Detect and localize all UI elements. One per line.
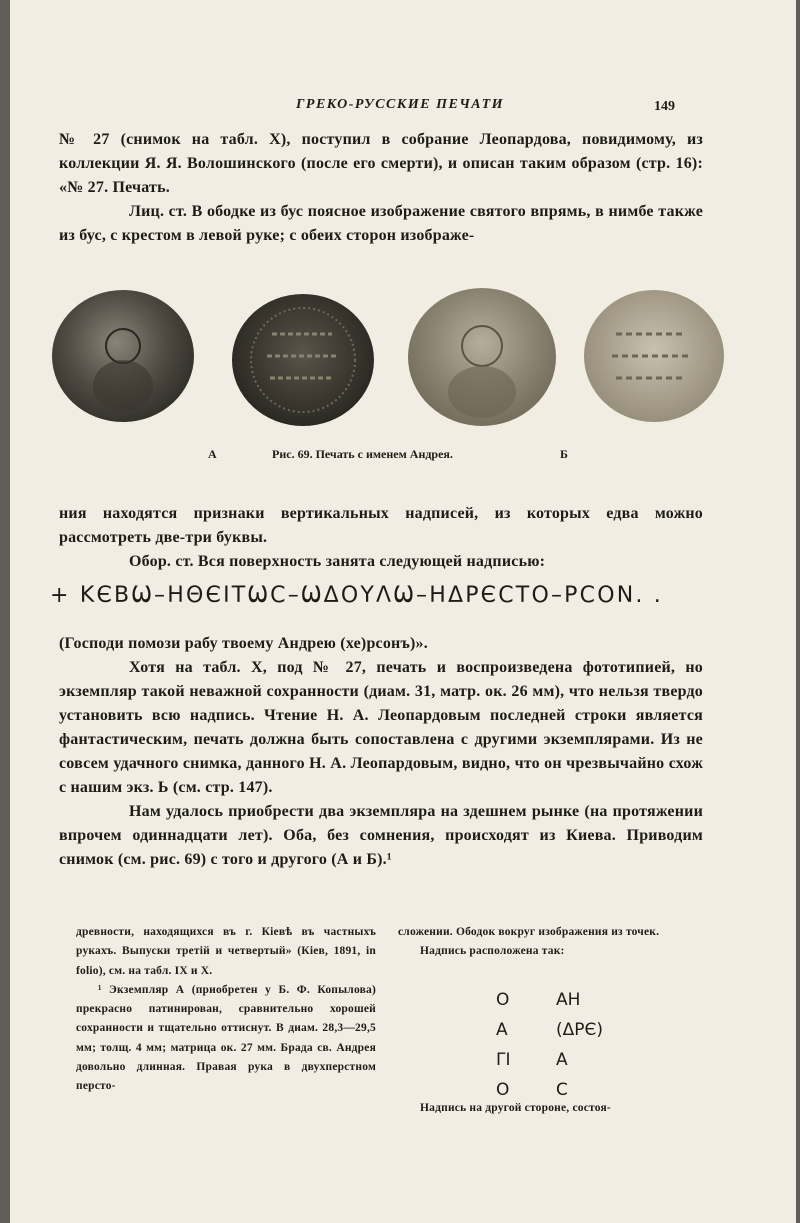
paragraph-4: Хотя на табл. X, под № 27, печать и воспроизведена фототипией, но экземпляр такой неважной сохранности (диам. 31, матр. ок. 26 мм), что нельзя твердо установить всю надпись. Чтение Н. А. Леопардовым последней строки является фантастическим, печать должна быть сопоставлена с другими экземплярами. Из не совсем удачного снимка, данного Н. А. Леопардовым, видно, что он чрезвычайно схож с нашим экз. Ь (см. стр. 147). [59,659,703,796]
footnote-right-continuation: сложении. Ободок вокруг изображения из точек. [398,926,660,938]
inscription-right: А [556,1050,568,1070]
reverse-text: Вся поверхность занята следующей надписью: [197,553,546,570]
translation: (Господи помози рабу твоему Андрею (хе)рсонъ)». [59,635,428,652]
inscription-row [496,985,646,1015]
greek-inscription: + ΚЄΒѠ–ΗΘЄΙΤѠϹ–ѠΔΟΥΛѠ–ΗΔΡЄϹΤΟ–ΡϹΟΝ. . [50,583,663,608]
inscription-left: О [496,1080,510,1100]
running-title: ГРЕКО-РУССКИЕ ПЕЧАТИ [295,97,505,112]
lower-text [59,632,703,872]
coin-a-obverse-image [52,290,194,422]
paragraph-2-start [59,200,703,248]
figure-caption: Рис. 69. Печать с именем Андрея. [272,447,453,461]
figure-label-b: Б [560,447,568,461]
paragraph-1: № 27 (снимок на табл. X), поступил в собрание Леопардова, повидимому, из коллекции Я. Я. Волошинского (после его смерти), и описан таким образом (стр. 16): «№ 27. Печать. [59,131,703,196]
inscription-left: ΓΙ [496,1050,511,1070]
footnote-right-tail: Надпись на другой стороне, состоя- [420,1102,611,1114]
footnote-right-column [398,923,698,962]
obverse-text-part: В ободке из бус поясное изображение святого впрямь, в нимбе также из бус, с крестом в левой руке; с обеих сторон изображе- [59,203,704,244]
reverse-label: Обор. ст. [129,553,194,570]
inscription-left: А [496,1020,508,1040]
inscription-right: (ΔΡЄ) [556,1020,604,1040]
paragraph-2-end: ния находятся признаки вертикальных надписей, из которых едва можно рассмотреть две-три буквы. [59,505,703,546]
paragraph-5: Нам удалось приобрести два экземпляра на здешнем рынке (на протяжении впрочем одиннадцати лет). Оба, без сомнения, происходят из Киева. Приводим снимок (см. рис. 69) с того и другого (А и Б).¹ [59,803,703,868]
book-page [10,0,796,1223]
footnote-1: ¹ Экземпляр А (приобретен у Б. Ф. Копылова) прекрасно патинирован, сравнительно хорошей сохранности и тщательно оттиснут. В диам. 28,3—29,5 мм; толщ. 4 мм; матрица ок. 27 мм. Брада св. Андрея довольно длинная. Правая рука в двухперстном персто- [76,983,376,1093]
paragraph-3 [59,550,703,574]
middle-text [59,502,703,574]
coin-b-obverse-image [408,288,556,426]
inscription-left: О [496,990,510,1010]
inscription-intro: Надпись расположена так: [420,945,565,958]
inscription-row [496,1015,646,1045]
coin-figure [10,290,796,430]
top-text [59,128,703,248]
coin-a-reverse-image [232,294,374,426]
coin-b-reverse-image [584,290,724,422]
obverse-label: Лиц. ст. [129,203,188,220]
inscription-row [496,1045,646,1075]
footnote-left-column [76,923,376,1097]
inscription-right: С [556,1080,568,1100]
inscription-layout [496,985,646,1105]
page-number: 149 [654,99,675,114]
figure-label-a: А [208,447,217,461]
inscription-right: АН [556,990,581,1010]
footnote-continuation: древности, находящихся въ г. Кіевѣ въ частныхъ рукахъ. Выпуски третій и четвертый» (Кiев, 1891, in folio), см. на табл. IX и X. [76,926,376,977]
